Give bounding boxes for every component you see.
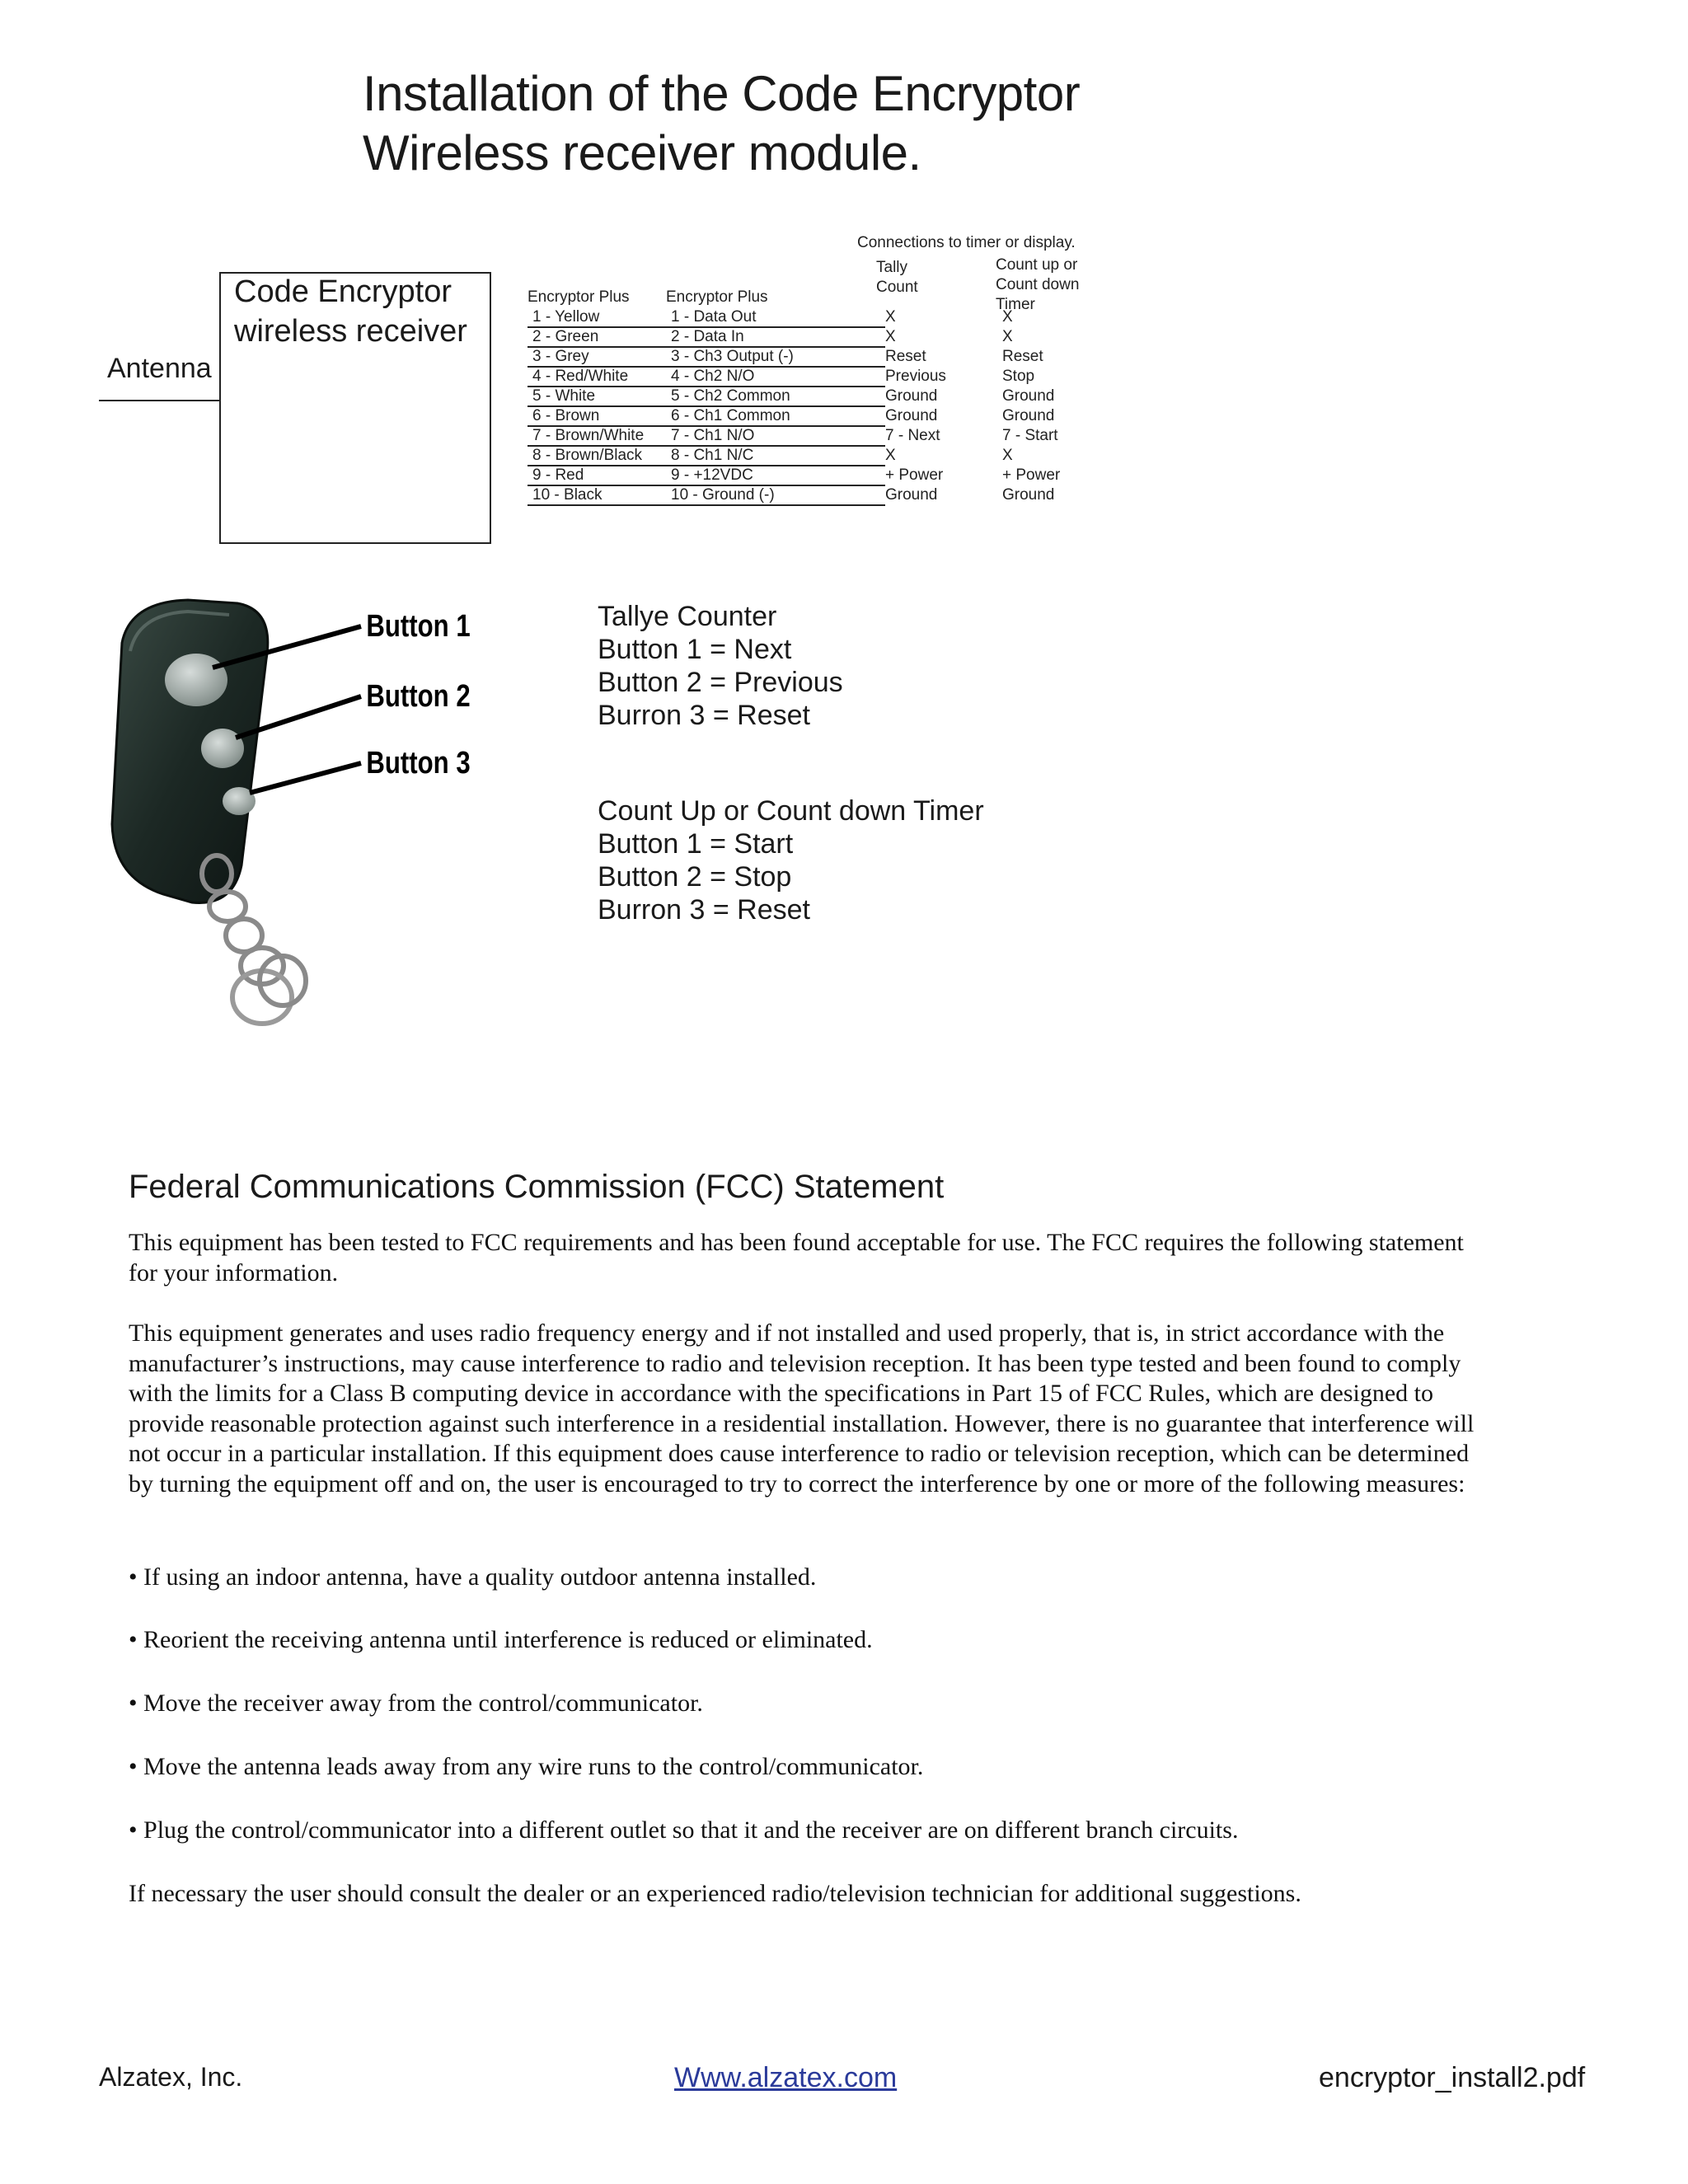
tally-connection: X [885,308,896,326]
page-title [363,64,1080,183]
wire-line [528,504,885,506]
wire-function: 2 - Data In [671,328,744,345]
timer-connection: Stop [1002,368,1035,385]
tally-mode-line: Button 1 = Next [598,634,792,665]
wire-function: 7 - Ch1 N/O [671,427,755,444]
timer-column-header [996,255,1079,315]
wire-color: 10 - Black [532,486,603,504]
tally-mode-heading: Tallye Counter [598,601,777,632]
fob-button-1 [165,654,227,706]
tally-connection: Previous [885,368,946,385]
fcc-paragraph-1: This equipment has been tested to FCC requirements and has been found acceptable for use. The FCC requires the following statement for your information. [129,1229,1464,1286]
footer-filename: encryptor_install2.pdf [1319,2062,1586,2093]
fcc-paragraph-2: This equipment generates and uses radio frequency energy and if not installed and used properly, that is, in strict accordance with the manufacturer’s instructions, may cause interference to radio and television reception. It has been type tested and been found to comply with the limits for a Class B computing device in accordance with the specifications in Part 15 of FCC Rules, which are designed to provide reasonable protection against such interference in a residential installation. However, there is no guarantee that interference will not occur in a particular installation. If this equipment does cause interference to radio or television reception, which can be determined by turning the equipment off and on, the user is encouraged to try to correct the interference by one or more of the following measures: [129,1319,1475,1497]
function-column-header: Encryptor Plus [666,288,768,306]
wire-function: 8 - Ch1 N/C [671,447,754,464]
tally-mode-line: Burron 3 = Reset [598,700,810,731]
title-line-2: Wireless receiver module. [363,125,921,180]
wire-color: 7 - Brown/White [532,427,645,444]
website-link[interactable]: Www.alzatex.com [674,2062,898,2093]
fob-button-3-label: Button 3 [366,746,471,780]
tally-connection: 7 - Next [885,427,940,444]
wire-color: 1 - Yellow [532,308,600,326]
footer-company: Alzatex, Inc. [99,2062,243,2092]
timer-connection: + Power [1002,466,1061,484]
timer-connection: X [1002,328,1013,345]
wire-color: 6 - Brown [532,407,600,424]
timer-header-line-1: Count up or [996,256,1078,274]
tally-header-line-1: Tally [876,259,908,276]
fob-button-2-label: Button 2 [366,679,471,714]
receiver-label-line-2: wireless receiver [234,314,467,349]
fcc-bullet: • Move the antenna leads away from any wire runs to the control/communicator. [129,1753,924,1780]
antenna-label: Antenna [107,353,212,384]
tally-connection: X [885,447,896,464]
timer-mode-line: Button 1 = Start [598,828,794,860]
wire-function: 5 - Ch2 Common [671,387,790,405]
wire-function: 9 - +12VDC [671,466,753,484]
tally-connection: Reset [885,348,926,365]
wire-color: 2 - Green [532,328,599,345]
tally-connection: Ground [885,486,938,504]
fcc-bullet: • Plug the control/communicator into a different outlet so that it and the receiver are on different branch circuits. [129,1816,1239,1844]
timer-connection: X [1002,447,1013,464]
wire-color: 9 - Red [532,466,584,484]
wire-column-header: Encryptor Plus [528,288,630,306]
timer-mode-line: Burron 3 = Reset [598,894,810,926]
title-line-1: Installation of the Code Encryptor [363,66,1081,121]
tally-connection: + Power [885,466,944,484]
fob-button-1-label: Button 1 [366,609,471,644]
fcc-bullet: • Reorient the receiving antenna until interference is reduced or eliminated. [129,1626,873,1653]
antenna-line [99,400,221,401]
timer-connection: X [1002,308,1013,326]
tally-connection: Ground [885,387,938,405]
wire-function: 1 - Data Out [671,308,757,326]
key-fob-illustration [97,593,476,1030]
wire-color: 4 - Red/White [532,368,629,385]
timer-connection: Ground [1002,486,1055,504]
wire-color: 8 - Brown/Black [532,447,643,464]
timer-mode-heading: Count Up or Count down Timer [598,795,984,827]
wire-function: 4 - Ch2 N/O [671,368,755,385]
tally-column-header [876,258,918,298]
receiver-label-line-1: Code Encryptor [234,274,452,309]
tally-connection: Ground [885,407,938,424]
connections-header: Connections to timer or display. [857,234,1076,251]
fcc-bullet: • If using an indoor antenna, have a quality outdoor antenna installed. [129,1563,817,1591]
wire-function: 10 - Ground (-) [671,486,775,504]
fob-body [112,600,268,902]
fcc-title: Federal Communications Commission (FCC) Statement [129,1169,945,1205]
tally-header-line-2: Count [876,279,918,296]
timer-connection: Ground [1002,387,1055,405]
timer-mode-line: Button 2 = Stop [598,861,792,893]
tally-mode-line: Button 2 = Previous [598,667,843,698]
wire-function: 3 - Ch3 Output (-) [671,348,794,365]
wire-color: 5 - White [532,387,596,405]
timer-connection: 7 - Start [1002,427,1058,444]
fcc-paragraph-3: If necessary the user should consult the dealer or an experienced radio/television technician for additional suggestions. [129,1880,1301,1907]
tally-connection: X [885,328,896,345]
receiver-label [234,272,467,351]
wire-color: 3 - Grey [532,348,589,365]
wire-function: 6 - Ch1 Common [671,407,790,424]
tally-mode-section [598,600,843,732]
timer-header-line-2: Count down [996,276,1080,293]
timer-mode-section [598,794,984,926]
timer-connection: Reset [1002,348,1043,365]
timer-header-line-3: Timer [996,296,1035,313]
fcc-bullet: • Move the receiver away from the control/communicator. [129,1690,703,1717]
timer-connection: Ground [1002,407,1055,424]
